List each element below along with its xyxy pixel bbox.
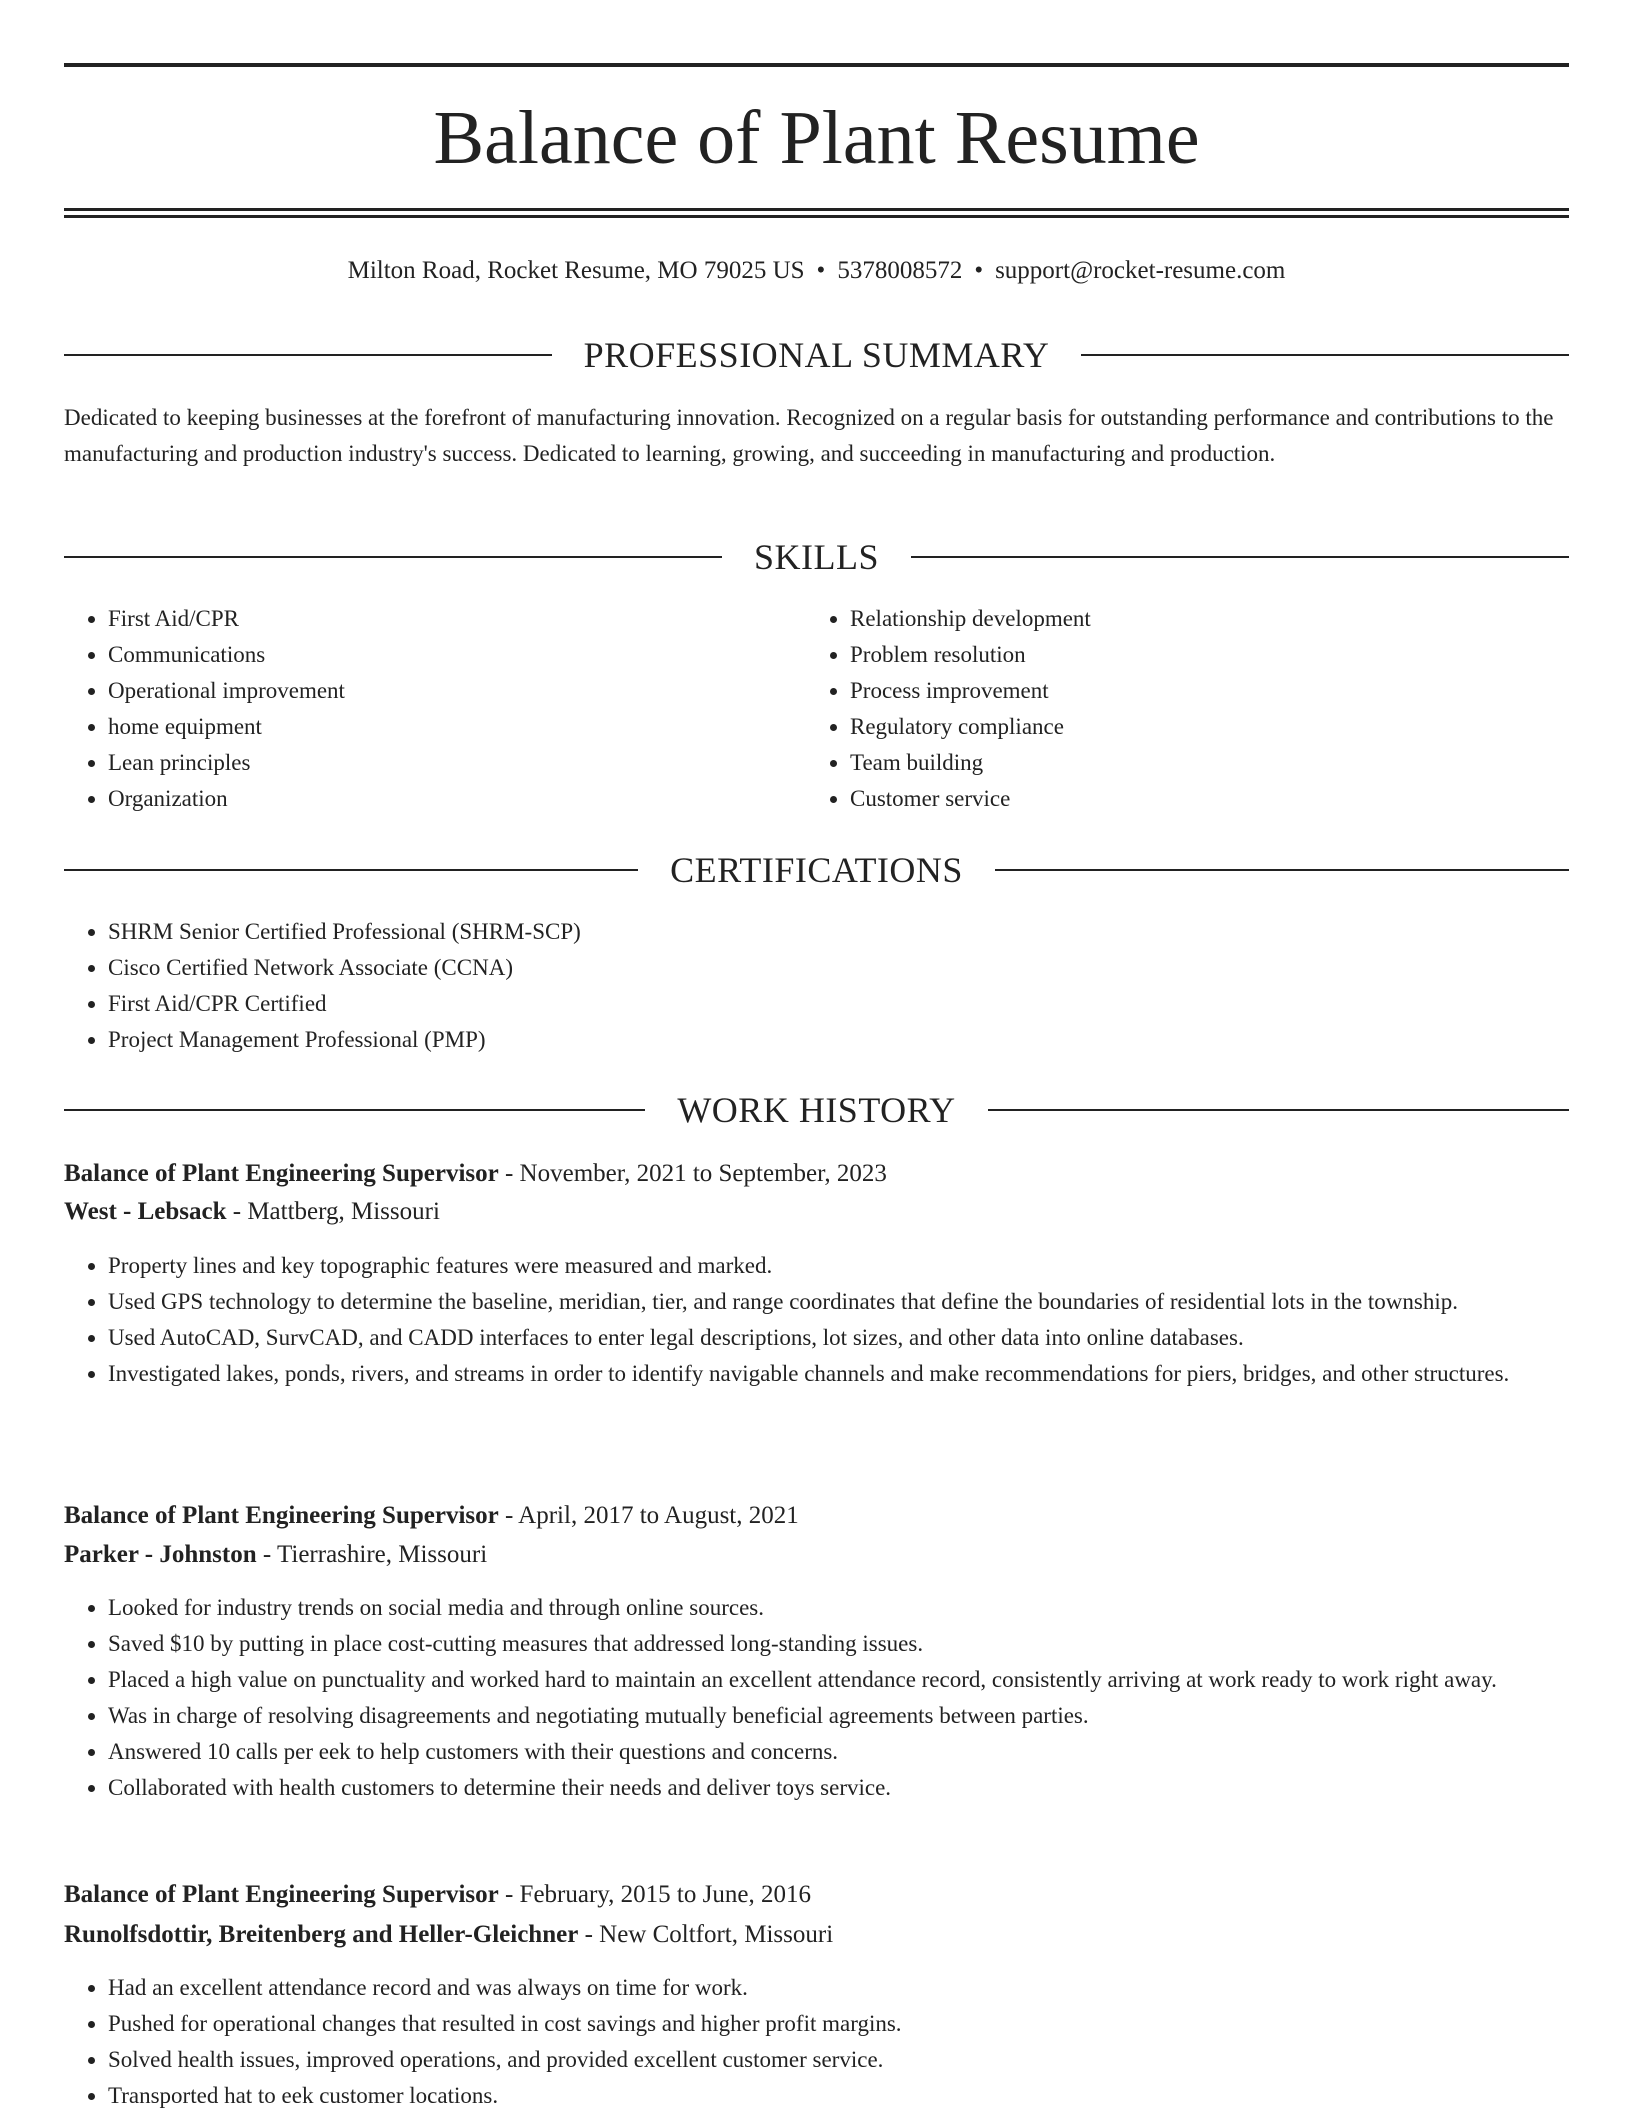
skill-item: • Team building <box>850 745 1550 781</box>
job-location: - New Coltfort, Missouri <box>578 1921 834 1948</box>
heading-rule-right <box>995 869 1569 871</box>
job-bullet-item: • Answered 10 calls per eek to help customers with their questions and concerns. <box>108 1734 1613 1770</box>
skill-item: • Operational improvement <box>108 673 808 709</box>
certification-item: • First Aid/CPR Certified <box>108 986 1508 1022</box>
work-history-heading-label: WORK HISTORY <box>677 1090 956 1130</box>
job-bullets <box>64 1590 1613 1806</box>
job-dates: - November, 2021 to September, 2023 <box>498 1160 887 1187</box>
job-company-line <box>64 1193 1569 1231</box>
heading-rule-right <box>1081 354 1569 356</box>
job-bullet-item: • Was in charge of resolving disagreements and negotiating mutually beneficial agreements between parties. <box>108 1698 1613 1734</box>
heading-rule-left <box>64 354 552 356</box>
resume-title: Balance of Plant Resume <box>433 96 1200 180</box>
job-location: - Mattberg, Missouri <box>226 1198 440 1225</box>
skills-list-right <box>806 601 1550 817</box>
certification-item: • SHRM Senior Certified Professional (SHRM-SCP) <box>108 914 1508 950</box>
certifications-heading <box>64 848 1569 892</box>
job-title: Balance of Plant Engineering Supervisor <box>64 1502 499 1529</box>
certifications-list <box>64 914 1508 1058</box>
job-bullet-item: • Property lines and key topographic features were measured and marked. <box>108 1248 1613 1284</box>
work-history-heading <box>64 1088 1569 1132</box>
contact-separator: • <box>974 257 984 284</box>
heading-rule-right <box>988 1109 1569 1111</box>
job-location: - Tierrashire, Missouri <box>256 1541 488 1568</box>
skills-heading <box>64 535 1569 579</box>
job-bullet-item: • Used GPS technology to determine the baseline, meridian, tier, and range coordinates that define the boundaries of residential lots in the township. <box>108 1284 1613 1320</box>
contact-line <box>64 254 1569 288</box>
skill-item: • Problem resolution <box>850 637 1550 673</box>
job-bullet-item: • Collaborated with health customers to determine their needs and deliver toys service. <box>108 1770 1613 1806</box>
heading-rule-right <box>911 556 1569 558</box>
certification-item: • Project Management Professional (PMP) <box>108 1022 1508 1058</box>
skill-item: • First Aid/CPR <box>108 601 808 637</box>
job-company-line <box>64 1536 1569 1574</box>
skill-item: • Communications <box>108 637 808 673</box>
contact-phone[interactable]: 5378008572 <box>837 257 963 284</box>
job-bullet-item: • Transported hat to eek customer locations. <box>108 2078 1613 2114</box>
summary-text: Dedicated to keeping businesses at the forefront of manufacturing innovation. Recognized on a regular basis for outstanding performance and contributions to the manufacturing and production industry's success. Dedicated to learning, growing, and succeeding in manufacturing and production. <box>64 405 1554 466</box>
job-title-line <box>64 1155 1569 1193</box>
heading-rule-left <box>64 1109 645 1111</box>
skill-item: • Lean principles <box>108 745 808 781</box>
job-bullet-item: • Used AutoCAD, SurvCAD, and CADD interfaces to enter legal descriptions, lot sizes, and other data into online databases. <box>108 1320 1613 1356</box>
job-bullets <box>64 1248 1613 1392</box>
skill-item: • Process improvement <box>850 673 1550 709</box>
skills-list-left <box>64 601 808 817</box>
job-company-line <box>64 1916 1569 1954</box>
job-dates: - April, 2017 to August, 2021 <box>498 1502 799 1529</box>
job-company: Parker - Johnston <box>64 1541 257 1568</box>
job-bullet-item: • Placed a high value on punctuality and worked hard to maintain an excellent attendance record, consistently arriving at work ready to work right away. <box>108 1662 1613 1698</box>
job-title-line <box>64 1876 1569 1914</box>
job-company: Runolfsdottir, Breitenberg and Heller-Gleichner <box>64 1921 579 1948</box>
job-bullet-item: • Saved $10 by putting in place cost-cutting measures that addressed long-standing issues. <box>108 1626 1613 1662</box>
job-bullet-item: • Investigated lakes, ponds, rivers, and streams in order to identify navigable channels and make recommendations for piers, bridges, and other structures. <box>108 1356 1613 1392</box>
certification-item: • Cisco Certified Network Associate (CCNA) <box>108 950 1508 986</box>
job-bullet-item: • Pushed for operational changes that resulted in cost savings and higher profit margins. <box>108 2006 1613 2042</box>
certifications-heading-label: CERTIFICATIONS <box>670 850 963 890</box>
top-rule <box>64 63 1569 67</box>
contact-email[interactable]: support@rocket-resume.com <box>995 257 1286 284</box>
skill-item: • Relationship development <box>850 601 1550 637</box>
contact-separator: • <box>816 257 826 284</box>
job-title: Balance of Plant Engineering Supervisor <box>64 1160 499 1187</box>
job-dates: - February, 2015 to June, 2016 <box>498 1881 811 1908</box>
skill-item: • Customer service <box>850 781 1550 817</box>
job-company: West - Lebsack <box>64 1198 227 1225</box>
summary-heading <box>64 333 1569 377</box>
job-bullets <box>64 1970 1613 2114</box>
heading-rule-left <box>64 869 638 871</box>
skill-item: • Regulatory compliance <box>850 709 1550 745</box>
heading-rule-left <box>64 556 722 558</box>
skills-heading-label: SKILLS <box>754 537 880 577</box>
job-title-line <box>64 1497 1569 1535</box>
job-title: Balance of Plant Engineering Supervisor <box>64 1881 499 1908</box>
job-bullet-item: • Had an excellent attendance record and was always on time for work. <box>108 1970 1613 2006</box>
job-bullet-item: • Looked for industry trends on social media and through online sources. <box>108 1590 1613 1626</box>
skill-item: • home equipment <box>108 709 808 745</box>
skill-item: • Organization <box>108 781 808 817</box>
job-bullet-item: • Solved health issues, improved operations, and provided excellent customer service. <box>108 2042 1613 2078</box>
contact-address: Milton Road, Rocket Resume, MO 79025 US <box>347 257 805 284</box>
title-double-rule <box>64 208 1569 218</box>
summary-heading-label: PROFESSIONAL SUMMARY <box>583 335 1050 375</box>
